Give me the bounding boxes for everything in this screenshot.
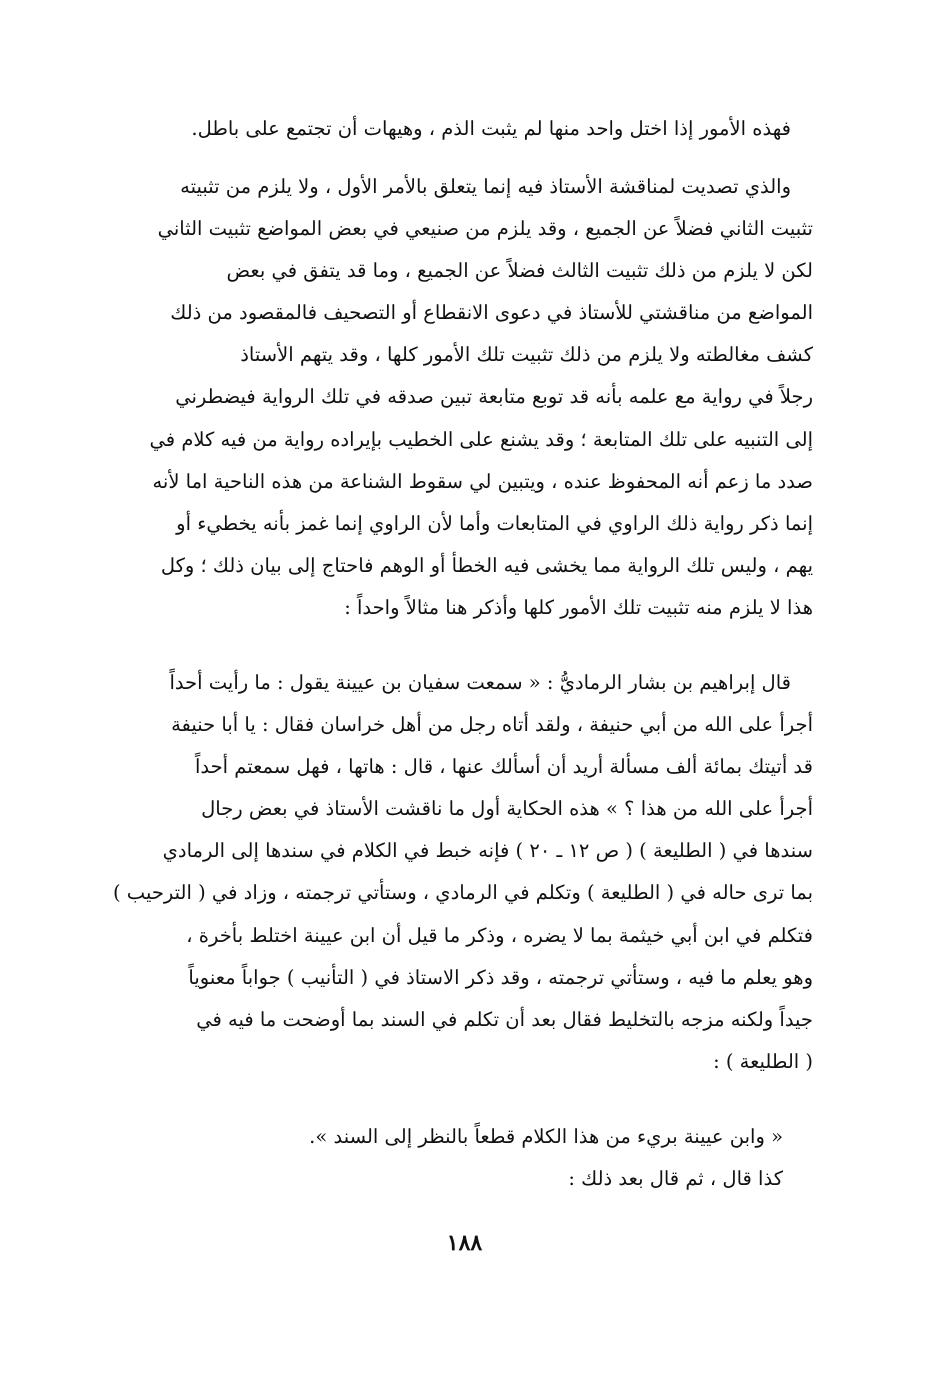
text-line: والذي تصديت لمناقشة الأستاذ فيه إنما يتعلق بالأمر الأول ، ولا يلزم من تثبيته (180, 175, 791, 198)
text-line: وهو يعلم ما فيه ، وستأتي ترجمته ، وقد ذكر الاستاذ في ( التأنيب ) جواباً معنوياً (188, 965, 813, 989)
text-line: يهم ، وليس تلك الرواية مما يخشى فيه الخطأ أو الوهم فاحتاج إلى بيان ذلك ؛ وكل (160, 553, 813, 577)
text-line: جيداً ولكنه مزجه بالتخليط فقال بعد أن تكلم في السند بما أوضحت ما فيه في (196, 1007, 813, 1031)
text-line: هذا لا يلزم منه تثبيت تلك الأمور كلها وأذكر هنا مثالاً واحداً : (344, 595, 813, 619)
text-line: صدد ما زعم أنه المحفوظ عنده ، ويتبين لي سقوط الشناعة من هذه الناحية اما لأنه (152, 469, 813, 493)
text-line: كشف مغالطته ولا يلزم من ذلك تثبيت تلك الأمور كلها ، وقد يتهم الأستاذ (240, 343, 813, 367)
text-line: أجرأ على الله من هذا ؟ » هذه الحكاية أول ما ناقشت الأستاذ في بعض رجال (201, 797, 813, 821)
paragraph-3 (113, 662, 813, 1083)
text-line: فهذه الأمور إذا اختل واحد منها لم يثبت الذم ، وهيهات أن تجتمع على باطل. (191, 117, 791, 140)
text-line: « وابن عيينة بريء من هذا الكلام قطعاً بالنظر إلى السند ». (309, 1125, 783, 1148)
page-number: ١٨٨ (446, 1230, 483, 1256)
text-line: أجرأ على الله من أبي حنيفة ، ولقد أتاه رجل من أهل خراسان فقال : يا أبا حنيفة (171, 713, 813, 737)
text-line: قال إبراهيم بن بشار الرماديُّ : « سمعت سفيان بن عيينة يقول : ما رأيت أحداً (169, 671, 791, 694)
text-line: ( الطليعة ) : (713, 1049, 813, 1073)
text-line: إلى التنبيه على تلك المتابعة ؛ وقد يشنع على الخطيب بإيراده رواية من فيه كلام في (149, 427, 813, 451)
closing-line (118, 1158, 813, 1200)
text-line: قد أتيتك بمائة ألف مسألة أريد أن أسألك عنها ، قال : هاتها ، فهل سمعتم أحداً (194, 755, 813, 779)
text-line: تثبيت الثاني فضلاً عن الجميع ، وقد يلزم من صنيعي في بعض المواضع تثبيت الثاني (157, 217, 813, 241)
text-line: لكن لا يلزم من ذلك تثبيت الثالث فضلاً عن الجميع ، وما قد يتفق في بعض (226, 259, 813, 283)
text-line: كذا قال ، ثم قال بعد ذلك : (568, 1167, 783, 1190)
paragraph-1 (118, 108, 813, 150)
text-line: رجلاً في رواية مع علمه بأنه قد توبع متابعة تبين صدقه في تلك الرواية فيضطرني (175, 385, 813, 409)
text-line: إنما ذكر رواية ذلك الراوي في المتابعات وأما لأن الراوي إنما غمز بأنه يخطيء أو (176, 511, 813, 535)
text-line: سندها في ( الطليعة ) ( ص ١٢ ـ ٢٠ ) فإنه خبط في الكلام في سندها إلى الرمادي (162, 839, 813, 863)
text-line: المواضع من مناقشتي للأستاذ في دعوى الانقطاع أو التصحيف فالمقصود من ذلك (170, 301, 813, 325)
text-line: بما ترى حاله في ( الطليعة ) وتكلم في الرمادي ، وستأتي ترجمته ، وزاد في ( الترحيب ) (113, 881, 813, 905)
quote-line (118, 1116, 813, 1158)
paragraph-2 (118, 166, 813, 629)
text-line: فتكلم في ابن أبي خيثمة بما لا يضره ، وذكر ما قيل أن ابن عيينة اختلط بأخرة ، (186, 923, 813, 947)
